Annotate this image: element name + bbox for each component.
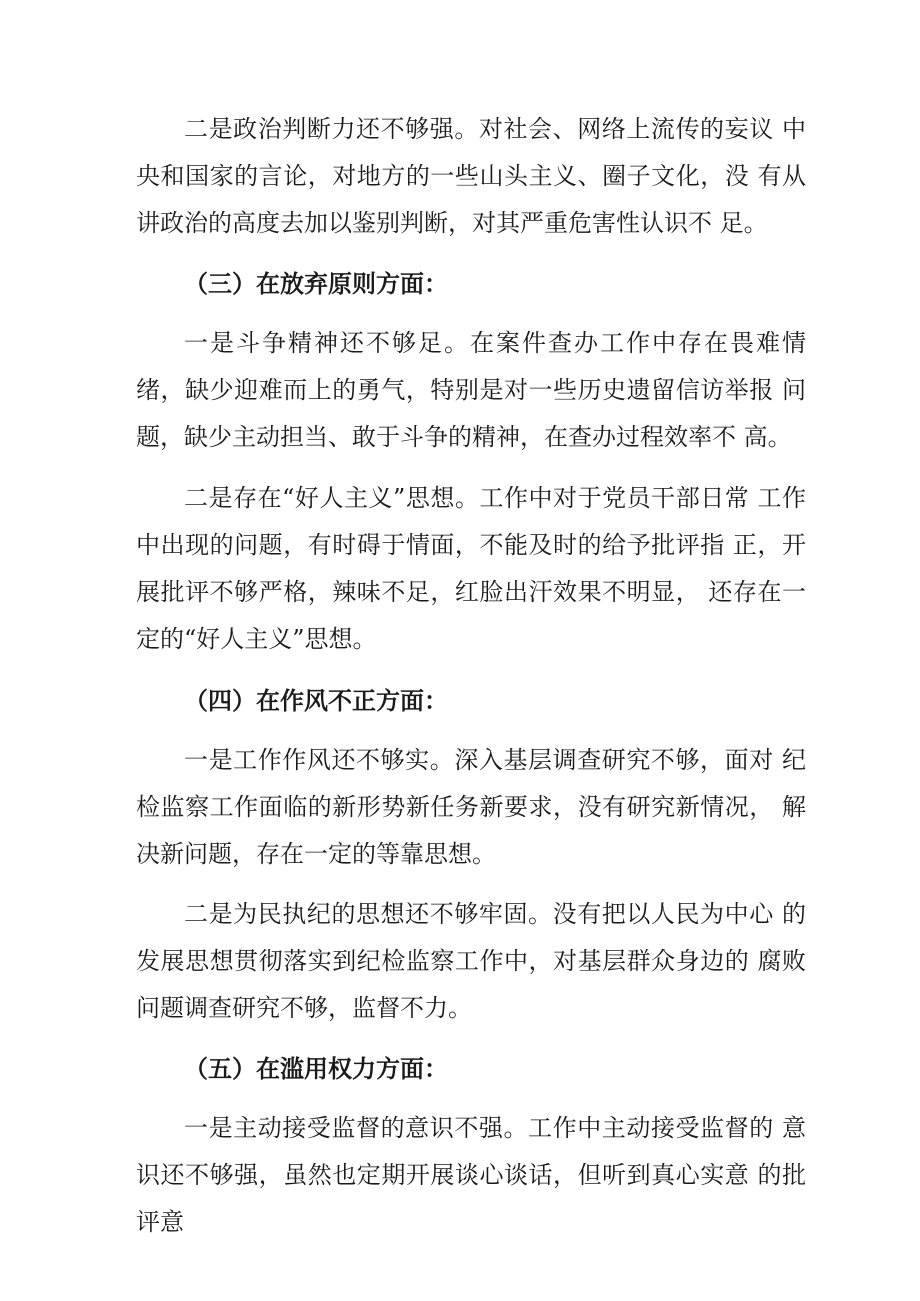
section-heading-work-style: （四）在作风不正方面：: [184, 686, 448, 715]
paragraph-nice-guy-mindset: 二是存在“好人主义”思想。工作中对于党员干部日常 工作中出现的问题，有时碍于情面，不能及时的给予批评指 正，开展批评不够严格，辣味不足，红脸出汗效果不明显， 还存在一定的“好人主义”思想。: [136, 484, 806, 653]
section-heading-power-abuse: （五）在滥用权力方面：: [184, 1054, 448, 1083]
paragraph-fighting-spirit: 一是斗争精神还不够足。在案件查办工作中存在畏难情 绪，缺少迎难而上的勇气，特别是对一些历史遗留信访举报 问题，缺少主动担当、敢于斗争的精神，在查办过程效率不 高。: [136, 329, 806, 451]
section-heading-principle: （三）在放弃原则方面：: [184, 269, 448, 298]
paragraph-people-centered: 二是为民执纪的思想还不够牢固。没有把以人民为中心 的发展思想贯彻落实到纪检监察工作中，对基层群众身边的 腐败问题调查研究不够，监督不力。: [136, 900, 806, 1022]
paragraph-political-judgment: 二是政治判断力还不够强。对社会、网络上流传的妄议 中央和国家的言论，对地方的一些山头主义、圈子文化，没 有从讲政治的高度去加以鉴别判断，对其严重危害性认识不 足。: [136, 115, 806, 237]
paragraph-accept-supervision: 一是主动接受监督的意识不强。工作中主动接受监督的 意识还不够强，虽然也定期开展谈心谈话，但听到真心实意 的批评意: [136, 1114, 806, 1236]
paragraph-work-style: 一是工作作风还不够实。深入基层调查研究不够，面对 纪检监察工作面临的新形势新任务新要求，没有研究新情况， 解决新问题，存在一定的等靠思想。: [136, 746, 806, 868]
